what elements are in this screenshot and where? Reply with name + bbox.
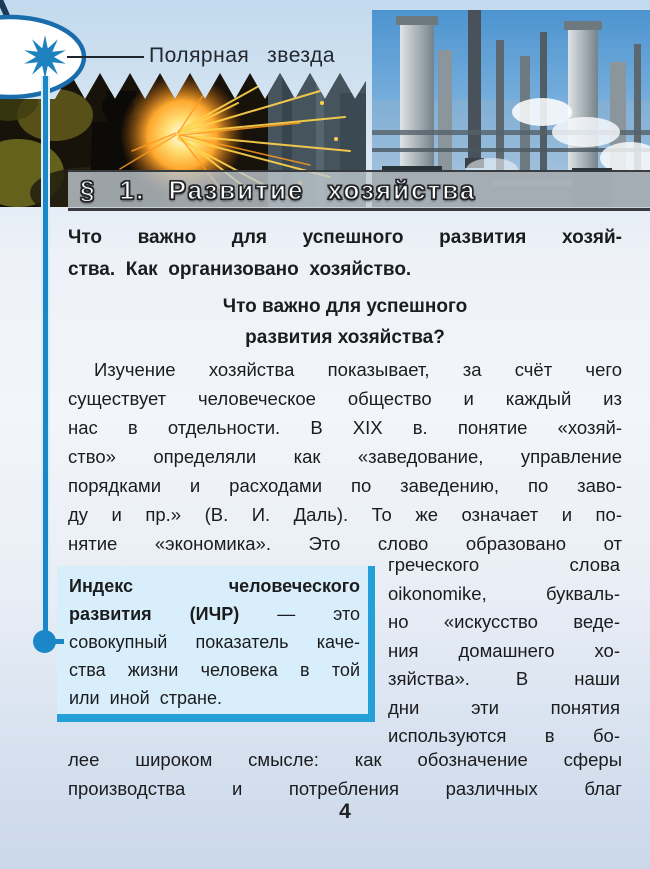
- body-paragraph-continued: [68, 745, 622, 803]
- margin-accent-line: [41, 76, 50, 642]
- brand-connector-line: [67, 56, 144, 58]
- definition-box: [57, 566, 375, 722]
- heading-line: Что важно для успешного: [222, 296, 468, 317]
- text-line: производства и потребления различных благ: [68, 778, 622, 799]
- text-line: oikonomike, букваль-: [388, 582, 620, 604]
- body-paragraph: [68, 355, 622, 558]
- section-title: § 1. Развитие хозяйства: [80, 174, 477, 205]
- text-line: порядками и расходами по заведению, по заво-: [68, 475, 622, 496]
- polar-star-logo: [0, 0, 100, 105]
- text-line: ду и пр.» (В. И. Даль). То же означает и по-: [68, 504, 622, 525]
- text-line: нас в отдельности. В XIX в. понятие «хозяй-: [68, 417, 622, 438]
- text-line: существует человеческое общество и каждый из: [68, 388, 622, 409]
- text-line: Что важно для успешного развития хозяй-: [68, 227, 622, 248]
- heading-line: развития хозяйства?: [245, 327, 445, 348]
- text-line: греческого слова: [388, 554, 620, 575]
- text-line: нятие «экономика». Это слово образовано от: [68, 533, 622, 554]
- text-line: зяйства». В наши: [388, 668, 620, 689]
- text-line: лее широком смысле: как обозначение сферы: [68, 749, 622, 770]
- definition-line: совокупный показатель каче-: [69, 632, 360, 652]
- text-line: ство» определяли как «заведование, управление: [68, 446, 622, 467]
- lead-paragraph: [68, 222, 622, 286]
- text-line: но «искусство веде-: [388, 611, 620, 632]
- text-line: Изучение хозяйства показывает, за счёт чего: [94, 359, 622, 380]
- series-title: Полярная звезда: [149, 44, 336, 67]
- definition-line: развития (ИЧР) — это: [69, 604, 361, 624]
- text-line: дни эти понятия: [388, 696, 620, 718]
- definition-term: Индекс человеческого: [69, 576, 360, 596]
- definition-line: или иной стране.: [69, 688, 222, 708]
- definition-term: развития (ИЧР): [69, 604, 240, 624]
- text-line: ния домашнего хо-: [388, 639, 620, 661]
- connector-tick: [50, 639, 64, 644]
- text-line: используются в бо-: [388, 725, 620, 746]
- body-paragraph-right-column: [388, 551, 620, 751]
- page-number: 4: [339, 800, 351, 823]
- definition-line: [69, 572, 360, 600]
- text-line: ства. Как организовано хозяйство.: [68, 259, 412, 280]
- definition-line: ства жизни человека в той: [69, 660, 360, 680]
- question-heading: [68, 291, 622, 353]
- section-header-banner: [68, 170, 650, 211]
